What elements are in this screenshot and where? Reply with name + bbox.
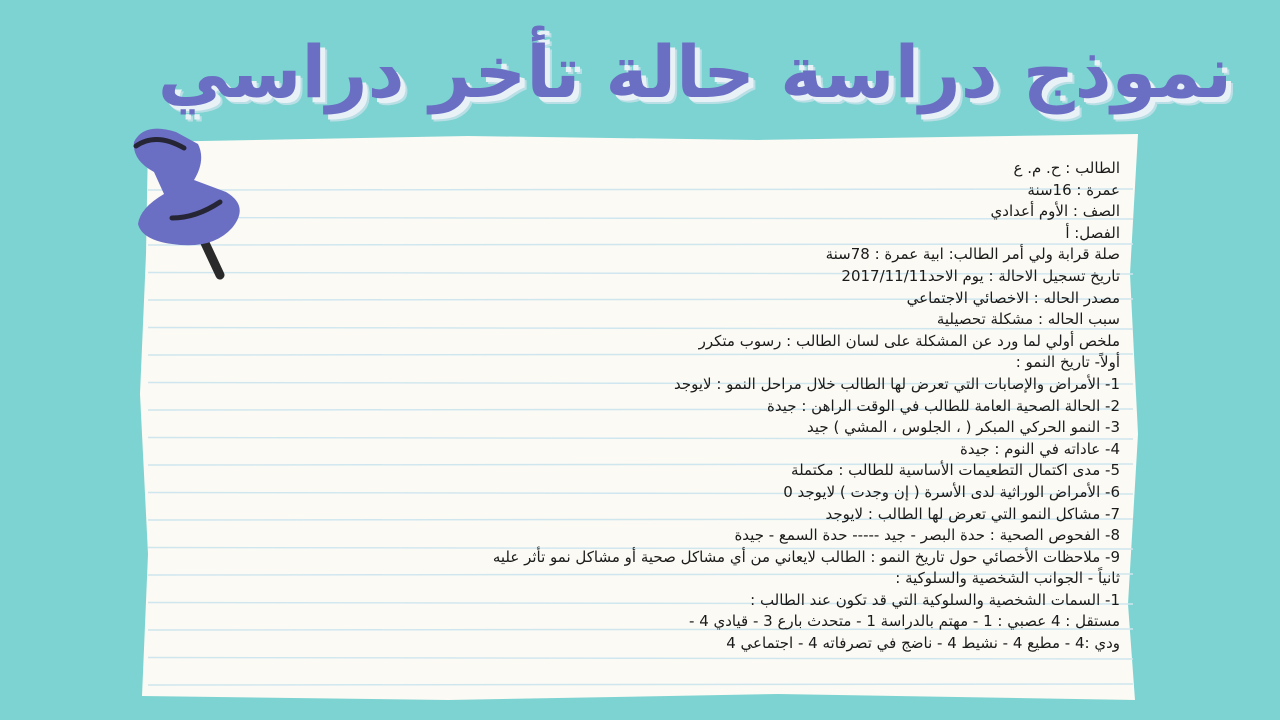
text-line: 4- عاداته في النوم : جيدة xyxy=(960,439,1120,458)
text-line: 1- الأمراض والإصابات التي تعرض لها الطالب خلال مراحل النمو : لايوجد xyxy=(673,374,1120,393)
case-study-text xyxy=(280,158,1120,655)
text-line: ثانياً - الجوانب الشخصية والسلوكية : xyxy=(895,569,1120,588)
text-line: ملخص أولي لما ورد عن المشكلة على لسان الطالب : رسوب متكرر xyxy=(698,331,1120,350)
text-line: 7- مشاكل النمو التي تعرض لها الطالب : لايوجد xyxy=(825,504,1120,523)
text-line: سبب الحاله : مشكلة تحصيلية xyxy=(936,310,1120,329)
text-line: 9- ملاحظات الأخصائي حول تاريخ النمو : الطالب لايعاني من أي مشاكل صحية أو مشاكل نمو تأثر عليه xyxy=(492,547,1120,566)
text-line: ودي :4 - مطيع 4 - نشيط 4 - ناضج في تصرفاته 4 - اجتماعي 4 xyxy=(726,634,1120,653)
text-line: عمرة : 16سنة xyxy=(1027,180,1120,199)
text-line: 3- النمو الحركي المبكر ( ، الجلوس ، المشي ) جيد xyxy=(807,418,1120,437)
text-line: أولاً- تاريخ النمو : xyxy=(1015,353,1120,372)
text-line: 1- السمات الشخصية والسلوكية التي قد تكون عند الطالب : xyxy=(750,590,1120,609)
text-line: 2- الحالة الصحية العامة للطالب في الوقت الراهن : جيدة xyxy=(767,396,1120,415)
text-line: 5- مدى اكتمال التطعيمات الأساسية للطالب : مكتملة xyxy=(791,461,1120,480)
text-line: تاريخ تسجيل الاحالة : يوم الاحد2017/11/11 xyxy=(841,266,1120,285)
text-line: الفصل: أ xyxy=(1065,223,1120,242)
page-title: نموذج دراسة حالة تأخر دراسي xyxy=(157,30,1232,114)
text-line: صلة قرابة ولي أمر الطالب: ابية عمرة : 78سنة xyxy=(825,245,1120,264)
text-line: مستقل : 4 عصبي : 1 - مهتم بالدراسة 1 - متحدث بارع 3 - قيادي 4 - xyxy=(689,612,1120,631)
rule-line xyxy=(148,658,1133,660)
text-line: الطالب : ح. م. ع xyxy=(1013,159,1120,177)
text-line: 8- الفحوص الصحية : حدة البصر - جيد ----- حدة السمع - جيدة xyxy=(734,526,1120,545)
push-pin-icon xyxy=(126,120,256,290)
text-line: الصف : الأوم أعدادي xyxy=(990,202,1120,221)
rule-line xyxy=(148,684,1133,685)
text-line: 6- الأمراض الوراثية لدى الأسرة ( إن وجدت ) لايوجد 0 xyxy=(783,482,1120,501)
text-line: مصدر الحاله : الاخصائي الاجتماعي xyxy=(906,288,1120,307)
